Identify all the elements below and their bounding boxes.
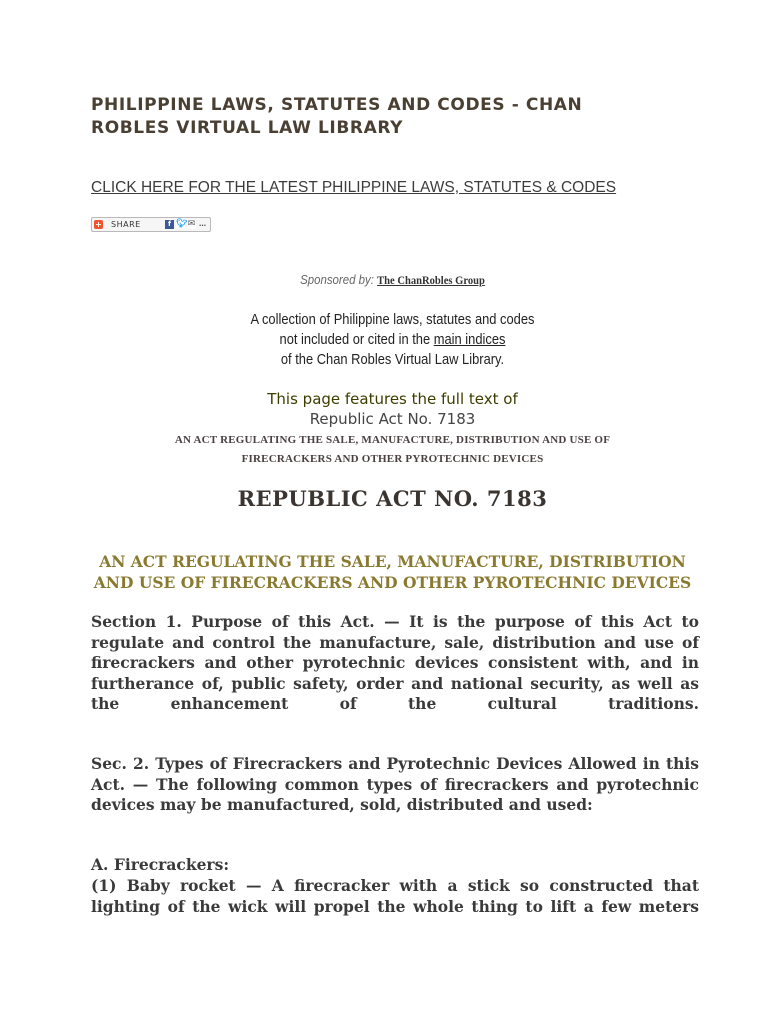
share-label: SHARE [111, 220, 141, 229]
collection-description [55, 310, 730, 370]
act-title-line-1: AN ACT REGULATING THE SALE, MANUFACTURE, DISTRIBUTION [99, 552, 686, 571]
latest-laws-link[interactable]: CLICK HERE FOR THE LATEST PHILIPPINE LAWS, STATUTES & CODES [91, 179, 617, 196]
collection-line-1: A collection of Philippine laws, statutes and codes [250, 311, 535, 328]
collection-line-2-prefix: not included or cited in the [279, 331, 431, 348]
sponsored-prefix: Sponsored by: [300, 272, 374, 287]
main-indices-link[interactable]: main indices [433, 331, 506, 348]
share-icons [165, 220, 207, 229]
section-1: Section 1. Purpose of this Act. — It is the purpose of this Act to regulate and control the manufacture, sale, distribution and use of firecrackers and other pyrotechnic devices consistent with, and in furtherance of, public safety, order and national security, as well as the enhancement of the cultural traditions. [91, 612, 699, 713]
email-icon[interactable]: ✉ [187, 219, 196, 229]
addthis-plus-icon: + [95, 220, 102, 229]
act-title-line-2: AND USE OF FIRECRACKERS AND OTHER PYROTECHNIC DEVICES [93, 573, 692, 592]
more-icon[interactable]: … [199, 220, 206, 228]
twitter-icon[interactable]: 🐦︎ [176, 219, 188, 229]
document-heading: REPUBLIC ACT NO. 7183 [237, 486, 548, 511]
item-baby-rocket: (1) Baby rocket — A firecracker with a stick so constructed that lighting of the wick will propel the whole thing to lift a few meters [91, 876, 699, 916]
feature-intro: This page features the full text of [267, 390, 518, 408]
act-subtitle-line-2: FIRECRACKERS AND OTHER PYROTECHNIC DEVICES [241, 453, 544, 465]
section-2: Sec. 2. Types of Firecrackers and Pyrotechnic Devices Allowed in this Act. — The following common types of firecrackers and pyrotechnic devices may be manufactured, sold, distributed and used: [91, 754, 699, 814]
share-button[interactable] [91, 217, 211, 232]
subheading-firecrackers: A. Firecrackers: [91, 855, 230, 874]
act-title [0, 551, 768, 593]
chanrobles-group-link[interactable]: The ChanRobles Group [377, 273, 485, 287]
collection-line-3: of the Chan Robles Virtual Law Library. [280, 351, 505, 368]
facebook-icon[interactable]: f [165, 220, 174, 229]
act-subtitle-line-1: AN ACT REGULATING THE SALE, MANUFACTURE, DISTRIBUTION AND USE OF [174, 434, 611, 446]
collection-line-2 [55, 330, 730, 350]
act-number: Republic Act No. 7183 [309, 410, 476, 428]
act-subtitle [0, 431, 768, 469]
site-title: PHILIPPINE LAWS, STATUTES AND CODES - CHAN ROBLES VIRTUAL LAW LIBRARY [91, 95, 583, 138]
sponsored-line [47, 272, 738, 288]
